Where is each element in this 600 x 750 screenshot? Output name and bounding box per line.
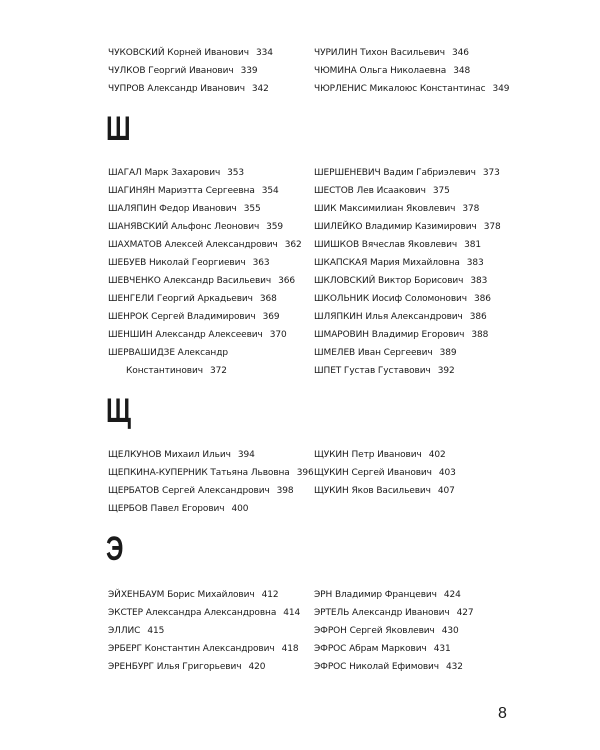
- entry-name: ШЕСТОВ Лев Исаакович: [314, 186, 426, 196]
- entry-page: 342: [251, 84, 269, 94]
- entry-page: 349: [492, 84, 510, 94]
- index-entry: [108, 482, 314, 500]
- entry-name: ЭФРОС Абрам Маркович: [314, 644, 427, 654]
- entry-name: ЩУКИН Яков Васильевич: [314, 486, 431, 496]
- entry-name: ШПЕТ Густав Густавович: [314, 366, 431, 376]
- entry-name: ЧУКОВСКИЙ Корней Иванович: [108, 48, 249, 58]
- entry-page: 366: [278, 276, 296, 286]
- entry-page: 383: [466, 258, 484, 268]
- entry-name: ЧЮМИНА Ольга Николаевна: [314, 66, 447, 76]
- entry-name: ЩУКИН Петр Иванович: [314, 450, 422, 460]
- entry-name: ЩУКИН Сергей Иванович: [314, 468, 432, 478]
- entry-name: ШЕНРОК Сергей Владимирович: [108, 312, 256, 322]
- index-entry: [108, 164, 302, 182]
- index-entry: [108, 622, 300, 640]
- index-entry: [314, 586, 474, 604]
- index-entry: [314, 254, 501, 272]
- entry-name: ШАГАЛ Марк Захарович: [108, 168, 221, 178]
- section-sha-left-column: [108, 164, 302, 380]
- index-entry: [314, 308, 501, 326]
- index-entry: [108, 44, 273, 62]
- entry-page: 392: [437, 366, 455, 376]
- index-entry: [108, 272, 302, 290]
- entry-page: 348: [453, 66, 471, 76]
- entry-page: 355: [243, 204, 261, 214]
- index-entry: [314, 290, 501, 308]
- index-entry: [314, 362, 501, 380]
- index-entry: [108, 308, 302, 326]
- index-entry: [314, 164, 501, 182]
- index-entry: [108, 200, 302, 218]
- index-entry: [314, 482, 456, 500]
- entry-page: 388: [471, 330, 489, 340]
- entry-page: 386: [474, 294, 491, 304]
- index-entry: [108, 500, 314, 518]
- index-entry: [314, 80, 509, 98]
- entry-page: 334: [255, 48, 273, 58]
- entry-name: ШЛЯПКИН Илья Александрович: [314, 312, 463, 322]
- entry-name: ЭКСТЕР Александра Александровна: [108, 608, 277, 618]
- index-entry: [108, 236, 302, 254]
- section-che-left-column: [108, 44, 273, 98]
- entry-page: 407: [437, 486, 455, 496]
- index-entry: [108, 80, 273, 98]
- entry-page: 369: [262, 312, 280, 322]
- entry-name-continuation: [108, 362, 302, 380]
- entry-name: ЭЛЛИС: [108, 626, 141, 636]
- entry-page: 400: [231, 504, 249, 514]
- section-sha-right-column: [314, 164, 501, 380]
- page-number: 8: [498, 705, 507, 722]
- entry-name: ЭФРОН Сергей Яковлевич: [314, 626, 435, 636]
- entry-page: 362: [284, 240, 302, 250]
- index-entry: [314, 622, 474, 640]
- entry-name: ЭРЕНБУРГ Илья Григорьевич: [108, 662, 242, 672]
- index-entry: [314, 640, 474, 658]
- index-entry: [314, 200, 501, 218]
- index-entry: [108, 344, 302, 380]
- entry-page: 359: [266, 222, 284, 232]
- entry-name: ШКЛОВСКИЙ Виктор Борисович: [314, 276, 464, 286]
- entry-name: ШЕРВАШИДЗЕ Александр: [108, 348, 228, 358]
- entry-name: ШКАПСКАЯ Мария Михайловна: [314, 258, 460, 268]
- section-letter-shcha: Щ: [106, 392, 131, 430]
- index-entry: [314, 658, 474, 676]
- section-e-left-column: [108, 586, 300, 676]
- entry-page: 424: [443, 590, 461, 600]
- entry-page: 339: [240, 66, 258, 76]
- entry-name: ШМЕЛЕВ Иван Сергеевич: [314, 348, 433, 358]
- entry-name: ШЕРШЕНЕВИЧ Вадим Габриэлевич: [314, 168, 476, 178]
- entry-page: 398: [276, 486, 294, 496]
- entry-page: 403: [438, 468, 456, 478]
- index-entry: [314, 446, 456, 464]
- entry-page: 414: [283, 608, 301, 618]
- section-letter-e: Э: [106, 530, 124, 568]
- entry-page: 353: [227, 168, 245, 178]
- entry-name: ШЕНШИН Александр Алексеевич: [108, 330, 263, 340]
- entry-page: 386: [469, 312, 487, 322]
- entry-page: 354: [261, 186, 279, 196]
- entry-page: 378: [462, 204, 480, 214]
- entry-name: ЭФРОС Николай Ефимович: [314, 662, 440, 672]
- entry-page: 420: [248, 662, 266, 672]
- index-entry: [314, 344, 501, 362]
- entry-name: ЭРБЕРГ Константин Александрович: [108, 644, 275, 654]
- index-entry: [314, 604, 474, 622]
- entry-name: ШЕНГЕЛИ Георгий Аркадьевич: [108, 294, 253, 304]
- entry-page: 381: [464, 240, 481, 250]
- index-entry: [314, 218, 501, 236]
- entry-name: ШАХМАТОВ Алексей Александрович: [108, 240, 278, 250]
- index-entry: [108, 254, 302, 272]
- entry-page: 412: [261, 590, 279, 600]
- entry-page: 368: [259, 294, 277, 304]
- entry-page: 431: [433, 644, 451, 654]
- entry-page: 432: [446, 662, 463, 672]
- entry-name: ШЕВЧЕНКО Александр Васильевич: [108, 276, 272, 286]
- index-entry: [108, 218, 302, 236]
- index-entry: [314, 44, 509, 62]
- entry-page: 373: [482, 168, 500, 178]
- entry-name: ШАЛЯПИН Федор Иванович: [108, 204, 237, 214]
- index-entry: [314, 236, 501, 254]
- entry-page: 346: [452, 48, 469, 58]
- entry-page: 378: [483, 222, 501, 232]
- entry-name: ЧУЛКОВ Георгий Иванович: [108, 66, 234, 76]
- entry-page: 363: [252, 258, 270, 268]
- index-entry: [108, 326, 302, 344]
- entry-page: 396: [296, 468, 314, 478]
- entry-name: ЭРН Владимир Францевич: [314, 590, 437, 600]
- index-entry: [108, 604, 300, 622]
- index-entry: [108, 62, 273, 80]
- index-entry: [108, 182, 302, 200]
- index-entry: [314, 182, 501, 200]
- index-entry: [314, 62, 509, 80]
- index-entry: [108, 586, 300, 604]
- entry-page: 389: [439, 348, 457, 358]
- entry-name: ЧУРИЛИН Тихон Васильевич: [314, 48, 446, 58]
- entry-name: ЭЙХЕНБАУМ Борис Михайлович: [108, 590, 255, 600]
- section-shcha-right-column: [314, 446, 456, 500]
- index-entry: [108, 640, 300, 658]
- entry-name: ШИК Максимилиан Яковлевич: [314, 204, 456, 214]
- entry-page: 370: [269, 330, 287, 340]
- index-entry: [108, 446, 314, 464]
- section-e-right-column: [314, 586, 474, 676]
- entry-name: ЧУПРОВ Александр Иванович: [108, 84, 245, 94]
- index-entry: [314, 464, 456, 482]
- entry-page: 415: [147, 626, 165, 636]
- index-entry: [108, 290, 302, 308]
- entry-page: 427: [456, 608, 474, 618]
- index-entry: [108, 464, 314, 482]
- entry-name: ЩЕПКИНА-КУПЕРНИК Татьяна Львовна: [108, 468, 290, 478]
- entry-name: ЩЕЛКУНОВ Михаил Ильич: [108, 450, 231, 460]
- entry-page: 402: [428, 450, 446, 460]
- entry-name: ШАГИНЯН Мариэтта Сергеевна: [108, 186, 255, 196]
- entry-name: ШАНЯВСКИЙ Альфонс Леонович: [108, 222, 260, 232]
- entry-name: ШИЛЕЙКО Владимир Казимирович: [314, 222, 477, 232]
- index-entry: [314, 326, 501, 344]
- index-entry: [108, 658, 300, 676]
- entry-name: ШКОЛЬНИК Иосиф Соломонович: [314, 294, 467, 304]
- index-entry: [314, 272, 501, 290]
- entry-page: 430: [441, 626, 459, 636]
- section-letter-sha: Ш: [106, 110, 131, 148]
- entry-page: 372: [209, 366, 227, 376]
- entry-page: 383: [470, 276, 488, 286]
- section-shcha-left-column: [108, 446, 314, 518]
- entry-name: ЧЮРЛЕНИС Микалоюс Константинас: [314, 84, 486, 94]
- entry-name: ШМАРОВИН Владимир Егорович: [314, 330, 465, 340]
- entry-page: 394: [237, 450, 255, 460]
- entry-name: ШИШКОВ Вячеслав Яковлевич: [314, 240, 458, 250]
- entry-page: 418: [281, 644, 299, 654]
- entry-name: ЭРТЕЛЬ Александр Иванович: [314, 608, 450, 618]
- entry-name: ЩЕРБОВ Павел Егорович: [108, 504, 225, 514]
- entry-name: ШЕБУЕВ Николай Георгиевич: [108, 258, 246, 268]
- section-che-right-column: [314, 44, 509, 98]
- entry-page: 375: [432, 186, 450, 196]
- entry-name: ЩЕРБАТОВ Сергей Александрович: [108, 486, 270, 496]
- entry-name-cont-text: Константинович: [126, 366, 203, 376]
